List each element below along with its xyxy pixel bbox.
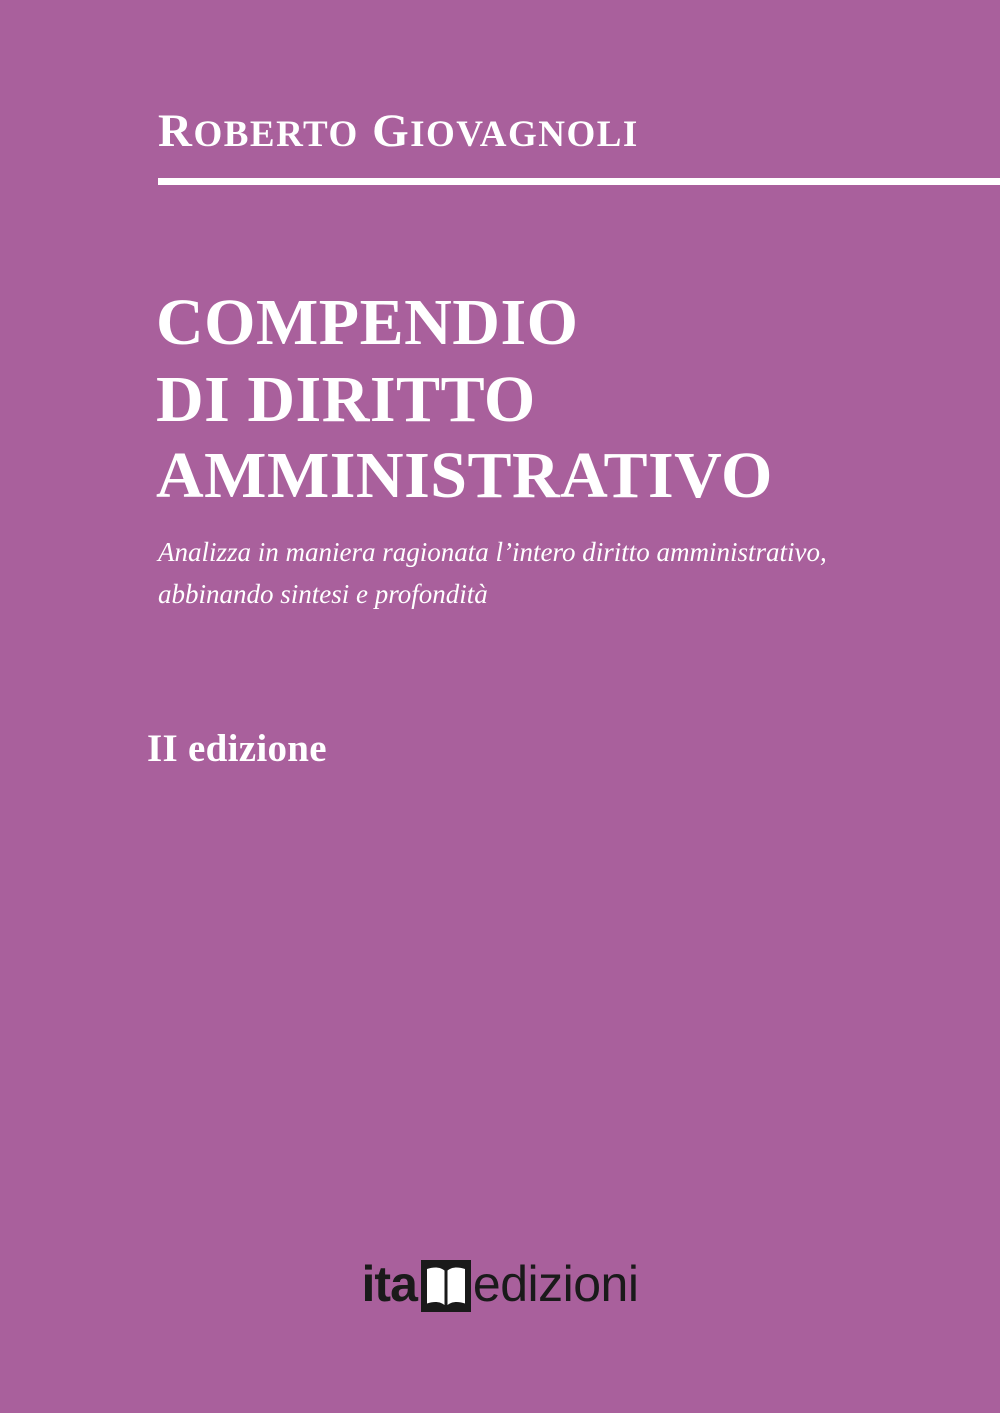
header-divider <box>158 178 1000 185</box>
publisher-logo <box>0 1258 1000 1310</box>
title-line-2: DI DIRITTO <box>156 362 536 436</box>
author-last-initial: G <box>372 105 411 157</box>
author-first-rest: OBERTO <box>193 114 359 155</box>
author-last-rest: IOVAGNOLI <box>410 114 639 155</box>
subtitle-line-2: abbinando sintesi e profondità <box>158 578 488 609</box>
author-name <box>158 105 639 157</box>
publisher-name-part1: ita <box>361 1256 417 1312</box>
publisher-name-part2: edizioni <box>472 1256 639 1312</box>
title-line-3: AMMINISTRATIVO <box>156 439 773 513</box>
edition-label: II edizione <box>147 727 327 770</box>
open-book-icon <box>421 1260 471 1312</box>
title-line-1: COMPENDIO <box>156 286 579 359</box>
book-title <box>156 285 956 515</box>
book-subtitle <box>158 532 958 616</box>
author-first-initial: R <box>158 105 194 157</box>
subtitle-line-1: Analizza in maniera ragionata l’intero diritto amministrativo, <box>158 537 827 567</box>
